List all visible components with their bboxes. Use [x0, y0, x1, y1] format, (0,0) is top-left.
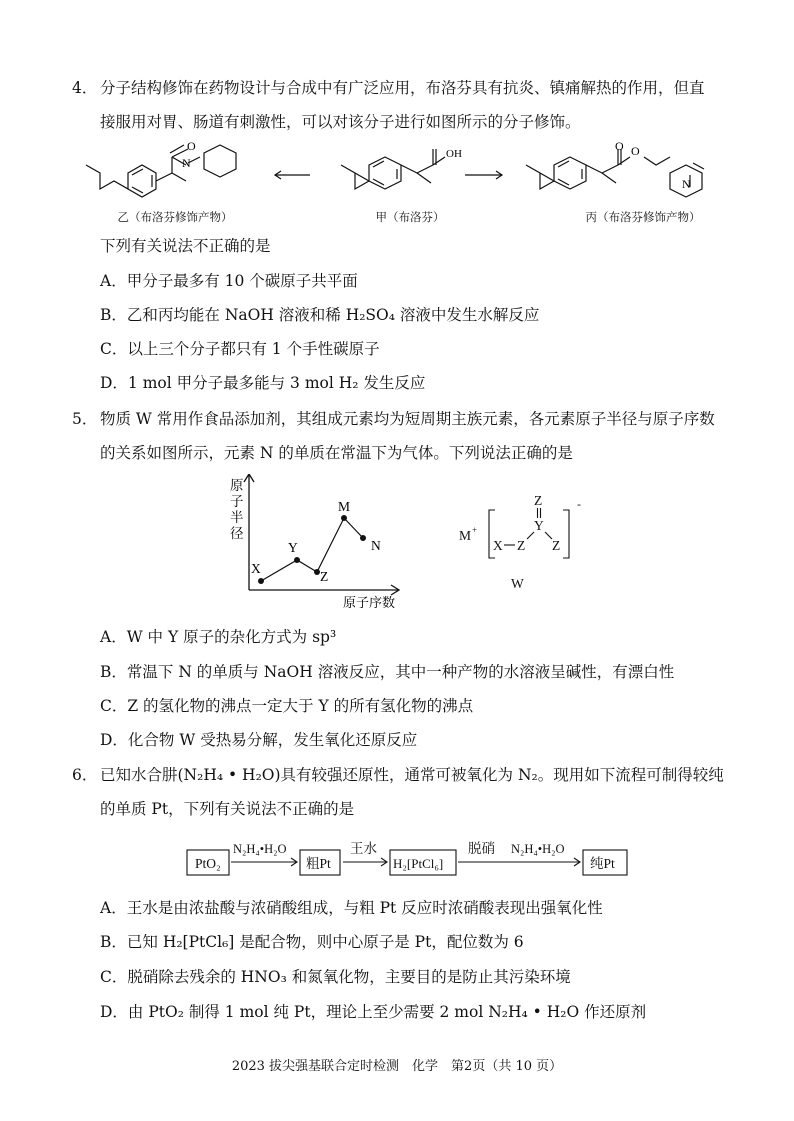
bing-nitrogen-label: N — [682, 177, 691, 191]
label-z: Z — [320, 569, 329, 584]
label-y: Y — [288, 540, 298, 555]
atom-y-center: Y — [534, 518, 544, 533]
point-n — [360, 535, 366, 541]
caption-jia: 甲（布洛芬） — [375, 210, 445, 224]
q5-option-d[interactable]: D．化合物 W 受热易分解，发生氧化还原反应 — [100, 731, 418, 749]
label-m: M — [338, 499, 351, 514]
q6-option-a[interactable]: A．王水是由浓盐酸与浓硝酸组成，与粗 Pt 反应时浓硝酸表现出强氧化性 — [100, 899, 603, 917]
q6-option-d[interactable]: D．由 PtO₂ 制得 1 mol 纯 Pt，理论上至少需要 2 mol N₂H₄ • H₂O 作还原剂 — [100, 1003, 647, 1021]
w-caption: W — [511, 576, 524, 591]
point-y — [294, 557, 300, 563]
q5-option-b[interactable]: B．常温下 N 的单质与 NaOH 溶液反应，其中一种产物的水溶液呈碱性，有漂白性 — [100, 663, 675, 681]
atom-x-left: X — [493, 538, 503, 553]
point-x — [258, 578, 264, 584]
q4-stem-line2: 接服用对胃、肠道有刺激性，可以对该分子进行如图所示的分子修饰。 — [100, 113, 581, 131]
q6-option-b[interactable]: B．已知 H₂[PtCl₆] 是配合物，则中心原子是 Pt，配位数为 6 — [100, 933, 524, 951]
bing-carbonyl-oxygen-label: O — [615, 139, 624, 153]
box-h2ptcl6-text: H₂[PtCl₆] — [393, 856, 444, 871]
q4-option-d[interactable]: D．1 mol 甲分子最多能与 3 mol H₂ 发生反应 — [100, 374, 426, 392]
caption-yi: 乙（布洛芬修饰产物） — [117, 210, 233, 224]
q6-stem-line1: 已知水合肼(N₂H₄ • H₂O)具有较强还原性，通常可被氧化为 N₂。现用如下流程可制得较纯 — [100, 766, 724, 784]
molecule-jia — [341, 149, 445, 189]
jia-hydroxyl-label: OH — [446, 148, 462, 160]
q4-number: 4． — [72, 79, 98, 97]
q5-option-c[interactable]: C．Z 的氢化物的沸点一定大于 Y 的所有氢化物的沸点 — [100, 697, 474, 715]
anion-charge: - — [577, 497, 581, 511]
y-axis-label-1: 原 — [230, 478, 244, 493]
box-crude-pt-text: 粗Pt — [306, 856, 331, 871]
q5-number: 5． — [72, 410, 98, 428]
q4-option-c[interactable]: C．以上三个分子都只有 1 个手性碳原子 — [100, 340, 380, 358]
yi-nitrogen-label: N — [182, 156, 191, 170]
atom-z-top: Z — [534, 493, 543, 508]
q6-stem-line2: 的单质 Pt，下列有关说法不正确的是 — [100, 800, 355, 818]
label-n: N — [371, 538, 381, 553]
q4-prompt: 下列有关说法不正确的是 — [100, 237, 271, 255]
bing-ester-oxygen-label: O — [631, 144, 640, 158]
q5-radius-chart — [225, 474, 415, 614]
box-pure-pt-text: 纯Pt — [590, 856, 615, 871]
q5-w-structure — [455, 488, 595, 598]
q5-option-a[interactable]: A．W 中 Y 原子的杂化方式为 sp³ — [100, 628, 337, 646]
arrow3-step-denitration: 脱硝 — [468, 841, 495, 856]
right-bracket — [563, 510, 569, 558]
q5-stem-line2: 的关系如图所示，元素 N 的单质在常温下为气体。下列说法正确的是 — [100, 444, 573, 462]
q5-stem-line1: 物质 W 常用作食品添加剂，其组成元素均为短周期主族元素，各元素原子半径与原子序数 — [100, 410, 715, 428]
label-x: X — [251, 561, 261, 576]
q4-stem-line1: 分子结构修饰在药物设计与合成中有广泛应用，布洛芬具有抗炎、镇痛解热的作用，但直 — [100, 79, 705, 97]
molecule-yi — [86, 145, 236, 197]
point-m — [341, 515, 347, 521]
y-axis-label-4: 径 — [230, 526, 244, 541]
x-axis-label: 原子序数 — [343, 595, 396, 610]
y-axis-label-3: 半 — [230, 510, 244, 525]
q6-flow-diagram — [185, 833, 645, 883]
arrow2-reagent: 王水 — [350, 841, 377, 856]
y-axis-label-2: 子 — [230, 494, 244, 509]
arrow3-reagent: N₂H₄•H₂O — [511, 842, 565, 856]
caption-bing: 丙（布洛芬修饰产物） — [585, 210, 701, 224]
page-footer: 2023 拔尖强基联合定时检测 化学 第2页（共 10 页） — [231, 1059, 563, 1074]
q6-number: 6． — [72, 766, 98, 784]
q4-option-a[interactable]: A．甲分子最多有 10 个碳原子共平面 — [100, 272, 358, 290]
cation-charge: + — [472, 525, 478, 535]
atom-z-bridge: Z — [517, 538, 526, 553]
q4-option-b[interactable]: B．乙和丙均能在 NaOH 溶液和稀 H₂SO₄ 溶液中发生水解反应 — [100, 306, 540, 324]
atom-z-right: Z — [552, 538, 561, 553]
cation-m: M — [459, 528, 472, 543]
yi-oxygen-label: O — [187, 139, 196, 153]
molecule-bing — [526, 149, 704, 197]
q6-option-c[interactable]: C．脱硝除去残余的 HNO₃ 和氮氧化物，主要目的是防止其污染环境 — [100, 968, 571, 986]
box-pto2-text: PtO₂ — [195, 856, 221, 871]
arrow1-reagent: N₂H₄•H₂O — [233, 842, 287, 856]
